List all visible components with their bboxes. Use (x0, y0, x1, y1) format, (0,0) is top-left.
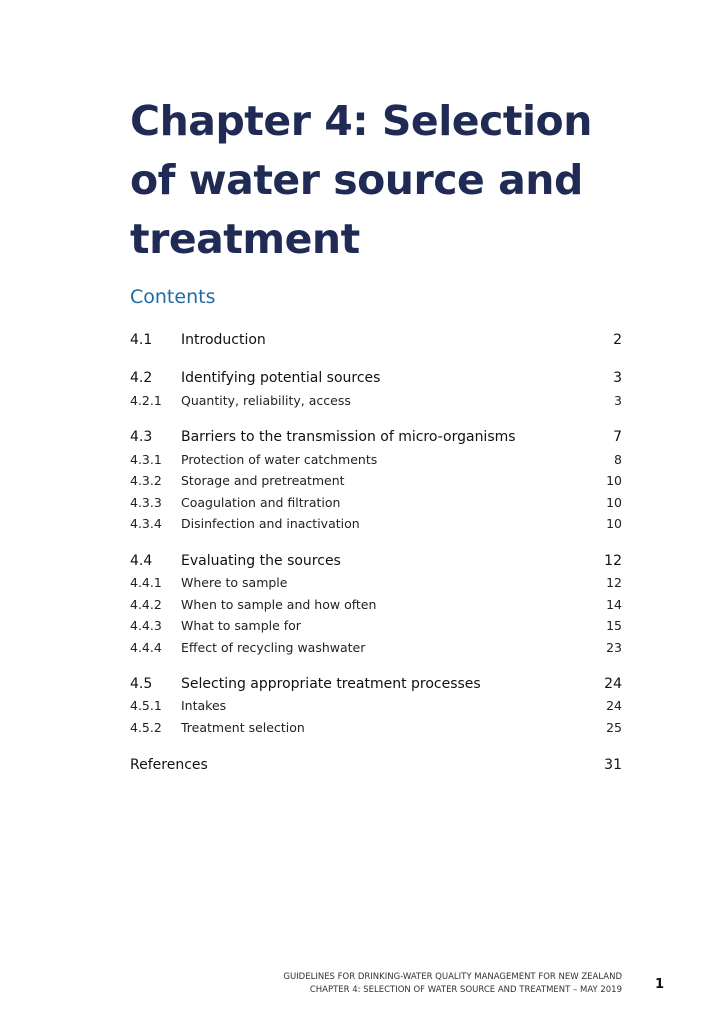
footer-line-1: GUIDELINES FOR DRINKING-WATER QUALITY MANAGEMENT FOR NEW ZEALAND (283, 972, 622, 982)
toc-label: Coagulation and filtration (181, 495, 341, 510)
toc-number: 4.2.1 (130, 393, 162, 408)
toc-subentry[interactable] (130, 597, 622, 612)
toc-number: 4.2 (130, 370, 153, 386)
toc-label: What to sample for (181, 618, 301, 633)
toc-page: 15 (606, 618, 622, 633)
footer-line-2: CHAPTER 4: SELECTION OF WATER SOURCE AND TREATMENT – MAY 2019 (309, 985, 622, 995)
toc-label: Disinfection and inactivation (181, 516, 360, 531)
toc-page: 10 (606, 495, 622, 510)
toc-subentry[interactable] (130, 473, 622, 488)
toc-number: 4.4.2 (130, 597, 162, 612)
toc-label: Quantity, reliability, access (181, 393, 351, 408)
toc-label: Barriers to the transmission of micro-organisms (181, 429, 516, 445)
toc-subentry[interactable] (130, 495, 622, 510)
toc-label: Where to sample (181, 575, 288, 590)
toc-page: 24 (606, 698, 622, 713)
toc-number: 4.5 (130, 676, 153, 692)
toc-number: 4.1 (130, 332, 153, 348)
toc-label: References (130, 757, 208, 773)
toc-label: Effect of recycling washwater (181, 640, 366, 655)
toc-subentry[interactable] (130, 452, 622, 467)
chapter-title: Chapter 4: Selection of water source and treatment (130, 97, 592, 263)
toc-subentry[interactable] (130, 640, 622, 655)
toc-page: 24 (604, 676, 622, 692)
toc-entry[interactable] (130, 429, 622, 445)
toc-page: 3 (613, 370, 622, 386)
toc-page: 14 (606, 597, 622, 612)
toc-number: 4.5.1 (130, 698, 162, 713)
running-footer (283, 971, 622, 997)
toc-number: 4.3.1 (130, 452, 162, 467)
toc-number: 4.5.2 (130, 720, 162, 735)
toc-entry[interactable] (130, 553, 622, 569)
toc-entry-references[interactable] (130, 757, 622, 773)
toc-label: When to sample and how often (181, 597, 377, 612)
toc-label: Storage and pretreatment (181, 473, 345, 488)
toc-entry[interactable] (130, 676, 622, 692)
toc-subentry[interactable] (130, 618, 622, 633)
toc-page: 10 (606, 473, 622, 488)
contents-heading: Contents (130, 286, 216, 308)
toc-subentry[interactable] (130, 698, 622, 713)
toc-page: 3 (614, 393, 622, 408)
toc-subentry[interactable] (130, 393, 622, 408)
toc-label: Selecting appropriate treatment processes (181, 676, 481, 692)
toc-page: 7 (613, 429, 622, 445)
toc-number: 4.4.3 (130, 618, 162, 633)
toc-page: 10 (606, 516, 622, 531)
toc-entry[interactable] (130, 332, 622, 348)
toc-page: 25 (606, 720, 622, 735)
toc-label: Identifying potential sources (181, 370, 381, 386)
toc-number: 4.3 (130, 429, 153, 445)
toc-page: 12 (606, 575, 622, 590)
toc-page: 12 (604, 553, 622, 569)
page-number: 1 (655, 977, 665, 992)
toc-subentry[interactable] (130, 720, 622, 735)
toc-label: Evaluating the sources (181, 553, 341, 569)
toc-page: 8 (614, 452, 622, 467)
toc-number: 4.3.4 (130, 516, 162, 531)
toc-label: Intakes (181, 698, 227, 713)
toc-page: 2 (613, 332, 622, 348)
toc-page: 31 (604, 757, 622, 773)
toc-subentry[interactable] (130, 516, 622, 531)
toc-number: 4.4.4 (130, 640, 162, 655)
toc-number: 4.3.2 (130, 473, 162, 488)
toc-page: 23 (606, 640, 622, 655)
toc-label: Protection of water catchments (181, 452, 378, 467)
toc-subentry[interactable] (130, 575, 622, 590)
toc-entry[interactable] (130, 370, 622, 386)
toc-number: 4.4 (130, 553, 153, 569)
toc-number: 4.3.3 (130, 495, 162, 510)
toc-label: Treatment selection (181, 720, 305, 735)
toc-number: 4.4.1 (130, 575, 162, 590)
toc-label: Introduction (181, 332, 266, 348)
